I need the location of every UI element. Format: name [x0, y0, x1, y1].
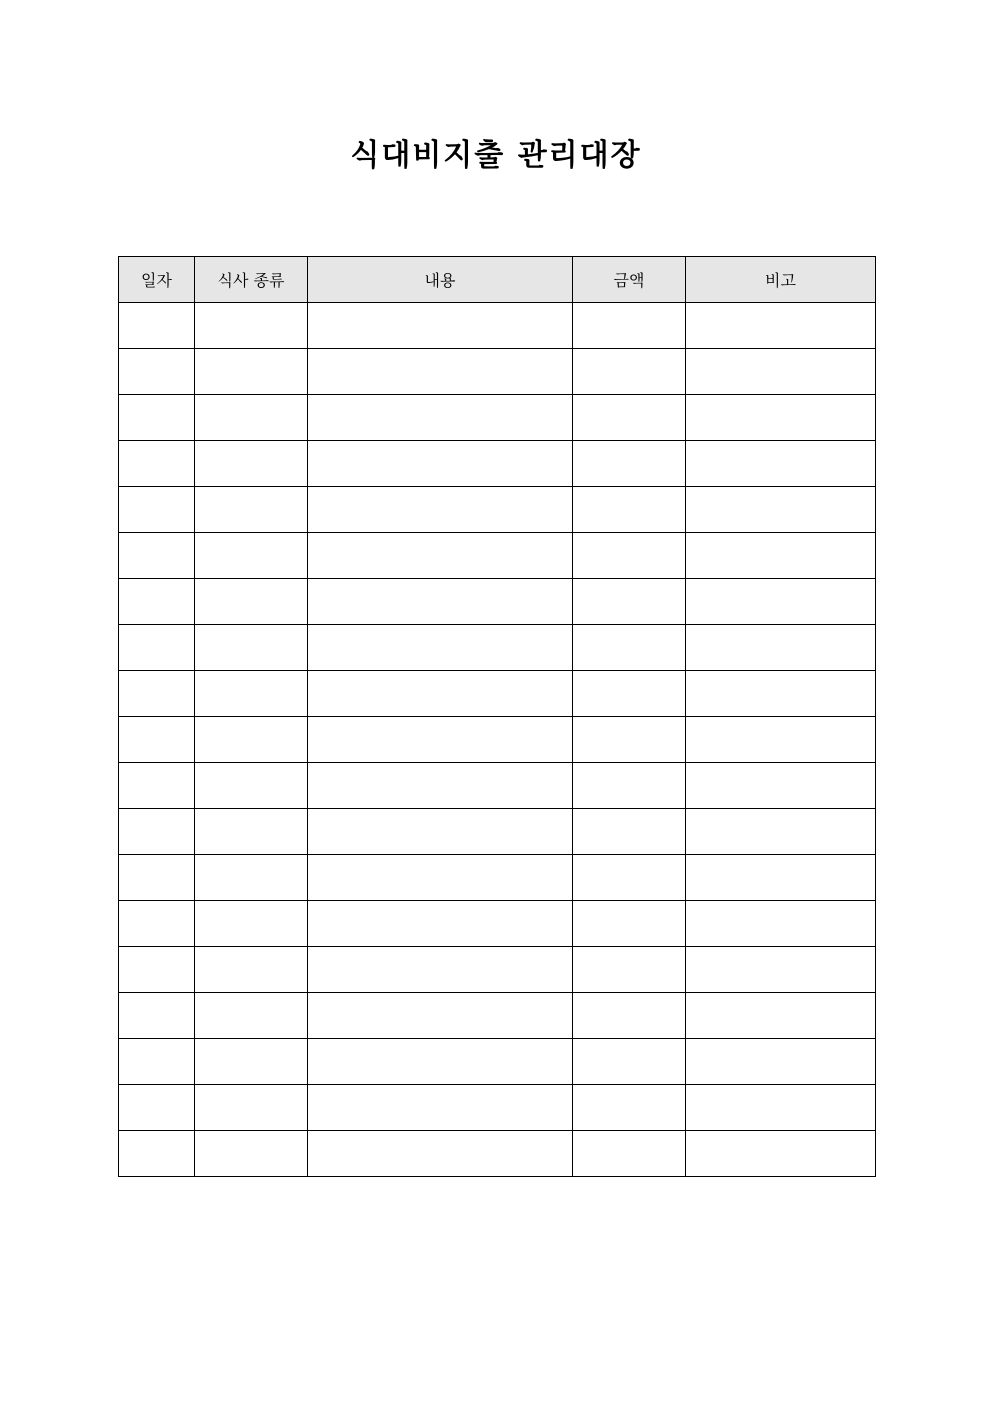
- description-cell[interactable]: [308, 901, 573, 947]
- table-row: [119, 1085, 876, 1131]
- description-cell[interactable]: [308, 1085, 573, 1131]
- remarks-cell[interactable]: [686, 533, 876, 579]
- meal-type-cell[interactable]: [195, 1039, 308, 1085]
- table-row: [119, 1131, 876, 1177]
- remarks-cell[interactable]: [686, 901, 876, 947]
- amount-cell[interactable]: [573, 303, 686, 349]
- table-row: [119, 993, 876, 1039]
- remarks-cell[interactable]: [686, 303, 876, 349]
- amount-cell[interactable]: [573, 993, 686, 1039]
- meal-type-cell[interactable]: [195, 809, 308, 855]
- meal-type-cell[interactable]: [195, 303, 308, 349]
- amount-cell[interactable]: [573, 533, 686, 579]
- description-cell[interactable]: [308, 1039, 573, 1085]
- meal-type-cell[interactable]: [195, 487, 308, 533]
- amount-cell[interactable]: [573, 855, 686, 901]
- remarks-cell[interactable]: [686, 1131, 876, 1177]
- remarks-cell[interactable]: [686, 487, 876, 533]
- meal-type-cell[interactable]: [195, 855, 308, 901]
- meal-type-cell[interactable]: [195, 533, 308, 579]
- date-cell[interactable]: [119, 763, 195, 809]
- date-cell[interactable]: [119, 395, 195, 441]
- table-row: [119, 303, 876, 349]
- date-cell[interactable]: [119, 993, 195, 1039]
- description-cell[interactable]: [308, 349, 573, 395]
- meal-type-cell[interactable]: [195, 1085, 308, 1131]
- amount-cell[interactable]: [573, 1085, 686, 1131]
- amount-cell[interactable]: [573, 717, 686, 763]
- amount-cell[interactable]: [573, 947, 686, 993]
- date-cell[interactable]: [119, 717, 195, 763]
- header-meal-type: 식사 종류: [195, 257, 308, 303]
- table-row: [119, 349, 876, 395]
- table-body: [119, 303, 876, 1177]
- header-remarks: 비고: [686, 257, 876, 303]
- table-row: [119, 487, 876, 533]
- remarks-cell[interactable]: [686, 395, 876, 441]
- date-cell[interactable]: [119, 671, 195, 717]
- table-row: [119, 855, 876, 901]
- meal-type-cell[interactable]: [195, 901, 308, 947]
- amount-cell[interactable]: [573, 395, 686, 441]
- amount-cell[interactable]: [573, 1131, 686, 1177]
- description-cell[interactable]: [308, 487, 573, 533]
- table-row: [119, 441, 876, 487]
- table-row: [119, 763, 876, 809]
- amount-cell[interactable]: [573, 1039, 686, 1085]
- date-cell[interactable]: [119, 855, 195, 901]
- remarks-cell[interactable]: [686, 855, 876, 901]
- header-amount: 금액: [573, 257, 686, 303]
- description-cell[interactable]: [308, 579, 573, 625]
- date-cell[interactable]: [119, 533, 195, 579]
- description-cell[interactable]: [308, 441, 573, 487]
- table-header-row: [119, 257, 876, 303]
- date-cell[interactable]: [119, 1131, 195, 1177]
- remarks-cell[interactable]: [686, 947, 876, 993]
- meal-type-cell[interactable]: [195, 993, 308, 1039]
- table-row: [119, 717, 876, 763]
- meal-type-cell[interactable]: [195, 1131, 308, 1177]
- header-date: 일자: [119, 257, 195, 303]
- amount-cell[interactable]: [573, 625, 686, 671]
- date-cell[interactable]: [119, 901, 195, 947]
- page-title: 식대비지출 관리대장: [350, 138, 642, 173]
- date-cell[interactable]: [119, 947, 195, 993]
- date-cell[interactable]: [119, 349, 195, 395]
- remarks-cell[interactable]: [686, 809, 876, 855]
- remarks-cell[interactable]: [686, 763, 876, 809]
- table-row: [119, 625, 876, 671]
- table-row: [119, 579, 876, 625]
- meal-type-cell[interactable]: [195, 763, 308, 809]
- remarks-cell[interactable]: [686, 1039, 876, 1085]
- table-row: [119, 809, 876, 855]
- amount-cell[interactable]: [573, 487, 686, 533]
- meal-type-cell[interactable]: [195, 671, 308, 717]
- date-cell[interactable]: [119, 1039, 195, 1085]
- date-cell[interactable]: [119, 809, 195, 855]
- description-cell[interactable]: [308, 533, 573, 579]
- table-row: [119, 947, 876, 993]
- description-cell[interactable]: [308, 395, 573, 441]
- table-row: [119, 671, 876, 717]
- table-row: [119, 901, 876, 947]
- description-cell[interactable]: [308, 809, 573, 855]
- description-cell[interactable]: [308, 671, 573, 717]
- amount-cell[interactable]: [573, 763, 686, 809]
- table-row: [119, 1039, 876, 1085]
- date-cell[interactable]: [119, 441, 195, 487]
- remarks-cell[interactable]: [686, 441, 876, 487]
- description-cell[interactable]: [308, 763, 573, 809]
- description-cell[interactable]: [308, 993, 573, 1039]
- date-cell[interactable]: [119, 579, 195, 625]
- meal-type-cell[interactable]: [195, 579, 308, 625]
- amount-cell[interactable]: [573, 441, 686, 487]
- remarks-cell[interactable]: [686, 671, 876, 717]
- date-cell[interactable]: [119, 303, 195, 349]
- date-cell[interactable]: [119, 487, 195, 533]
- remarks-cell[interactable]: [686, 1085, 876, 1131]
- description-cell[interactable]: [308, 717, 573, 763]
- date-cell[interactable]: [119, 625, 195, 671]
- expense-ledger-table: [118, 256, 876, 1177]
- description-cell[interactable]: [308, 625, 573, 671]
- meal-type-cell[interactable]: [195, 625, 308, 671]
- amount-cell[interactable]: [573, 671, 686, 717]
- meal-type-cell[interactable]: [195, 947, 308, 993]
- amount-cell[interactable]: [573, 349, 686, 395]
- description-cell[interactable]: [308, 947, 573, 993]
- amount-cell[interactable]: [573, 901, 686, 947]
- remarks-cell[interactable]: [686, 717, 876, 763]
- header-description: 내용: [308, 257, 573, 303]
- table-row: [119, 533, 876, 579]
- remarks-cell[interactable]: [686, 579, 876, 625]
- remarks-cell[interactable]: [686, 349, 876, 395]
- amount-cell[interactable]: [573, 579, 686, 625]
- meal-type-cell[interactable]: [195, 441, 308, 487]
- description-cell[interactable]: [308, 303, 573, 349]
- remarks-cell[interactable]: [686, 993, 876, 1039]
- meal-type-cell[interactable]: [195, 717, 308, 763]
- description-cell[interactable]: [308, 855, 573, 901]
- table-row: [119, 395, 876, 441]
- remarks-cell[interactable]: [686, 625, 876, 671]
- amount-cell[interactable]: [573, 809, 686, 855]
- description-cell[interactable]: [308, 1131, 573, 1177]
- date-cell[interactable]: [119, 1085, 195, 1131]
- meal-type-cell[interactable]: [195, 395, 308, 441]
- meal-type-cell[interactable]: [195, 349, 308, 395]
